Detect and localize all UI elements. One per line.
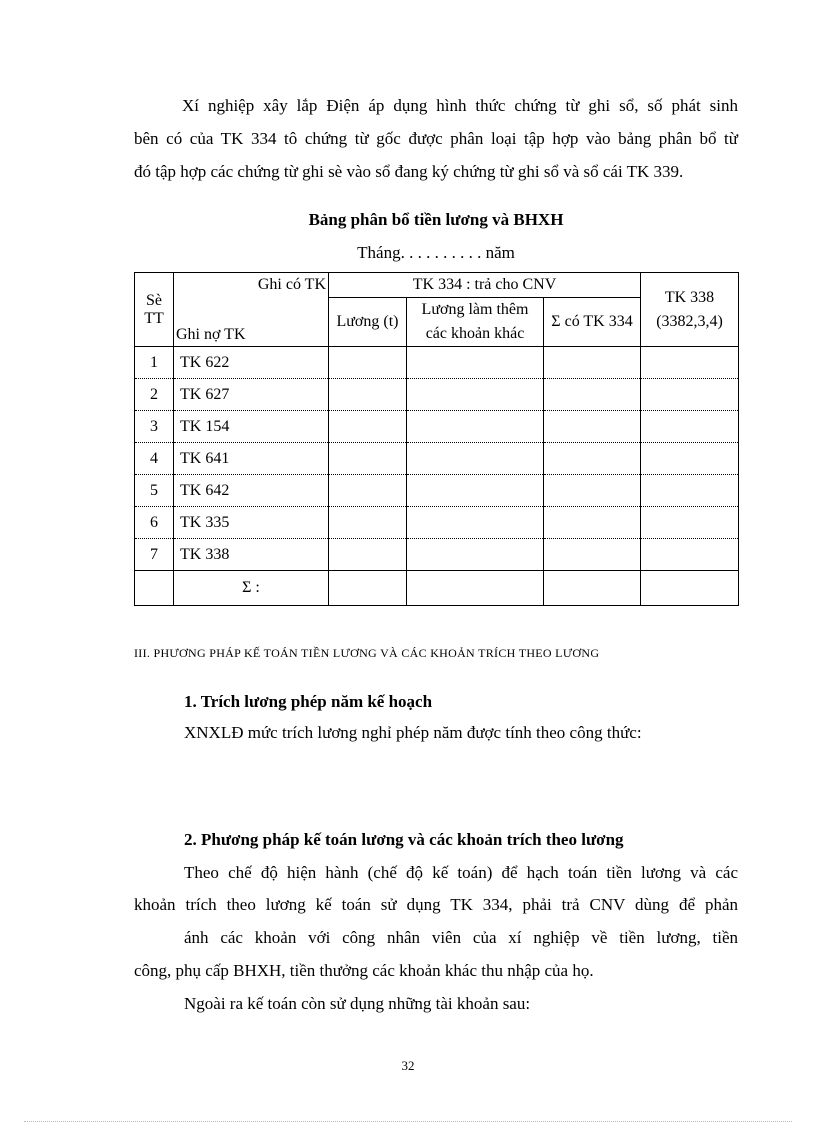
intro-line-1: Xí nghiệp xây lắp Điện áp dụng hình thức chứng từ ghi sổ, số phát sinh — [182, 96, 738, 115]
subsection-2-title: 2. Phương pháp kế toán lương và các khoản trích theo lương — [184, 830, 624, 849]
allocation-table — [134, 272, 739, 606]
table-row — [135, 539, 739, 571]
table-row — [135, 507, 739, 539]
header-debit: Ghi nợ TK — [176, 325, 246, 343]
header-stt: Sè TT — [135, 273, 174, 347]
section-heading: III. PHƯƠNG PHÁP KẾ TOÁN TIỀN LƯƠNG VÀ CÁC KHOẢN TRÍCH THEO LƯƠNG — [134, 646, 600, 660]
header-credit: Ghi có TK — [257, 275, 326, 293]
row-stt: 2 — [135, 379, 174, 411]
row-account: TK 627 — [174, 379, 329, 411]
subsection-2-line-5: Ngoài ra kế toán còn sử dụng những tài khoản sau: — [184, 994, 531, 1013]
header-tk338: TK 338 (3382,3,4) — [641, 273, 739, 347]
table-row — [135, 411, 739, 443]
total-row — [135, 571, 739, 606]
subsection-2-line-3: ánh các khoản với công nhân viên của xí nghiệp về tiền lương, tiền — [184, 928, 738, 947]
table-row — [135, 443, 739, 475]
row-account: TK 335 — [174, 507, 329, 539]
header-tk334-group: TK 334 : trả cho CNV — [329, 273, 641, 298]
row-account: TK 338 — [174, 539, 329, 571]
row-account: TK 622 — [174, 347, 329, 379]
subsection-2-line-4: công, phụ cấp BHXH, tiền thưởng các khoản khác thu nhập của họ. — [134, 961, 594, 980]
row-account: TK 641 — [174, 443, 329, 475]
row-stt: 5 — [135, 475, 174, 507]
table-subtitle: Tháng. . . . . . . . . . năm — [357, 243, 515, 262]
intro-line-3: đó tập hợp các chứng từ ghi sè vào sổ đang ký chứng từ ghi sổ và sổ cái TK 339. — [134, 162, 684, 181]
row-stt: 4 — [135, 443, 174, 475]
row-stt: 3 — [135, 411, 174, 443]
header-lam-them: Lương làm thêm các khoản khác — [407, 298, 544, 347]
header-sum334: Σ có TK 334 — [544, 298, 641, 347]
subsection-2-line-2: khoản trích theo lương kế toán sử dụng TK 334, phải trả CNV dùng để phản — [134, 895, 738, 914]
subsection-2-line-1: Theo chế độ hiện hành (chế độ kế toán) để hạch toán tiền lương và các — [184, 863, 738, 882]
table-row — [135, 379, 739, 411]
page-number: 32 — [401, 1058, 415, 1073]
table-row — [135, 347, 739, 379]
row-account: TK 154 — [174, 411, 329, 443]
total-label: Σ : — [174, 571, 329, 606]
footer-divider — [24, 1121, 792, 1122]
row-stt: 6 — [135, 507, 174, 539]
row-stt: 7 — [135, 539, 174, 571]
subsection-1-text: XNXLĐ mức trích lương nghỉ phép năm được tính theo công thức: — [184, 723, 642, 742]
table-row — [135, 475, 739, 507]
row-account: TK 642 — [174, 475, 329, 507]
header-credit-debit — [174, 273, 329, 347]
intro-line-2: bên có của TK 334 tô chứng từ gốc được phân loại tập hợp vào bảng phân bổ từ — [134, 129, 738, 148]
table-title: Bảng phân bổ tiền lương và BHXH — [308, 210, 564, 229]
header-luong: Lương (t) — [329, 298, 407, 347]
row-stt: 1 — [135, 347, 174, 379]
subsection-1-title: 1. Trích lương phép năm kế hoạch — [184, 692, 433, 711]
